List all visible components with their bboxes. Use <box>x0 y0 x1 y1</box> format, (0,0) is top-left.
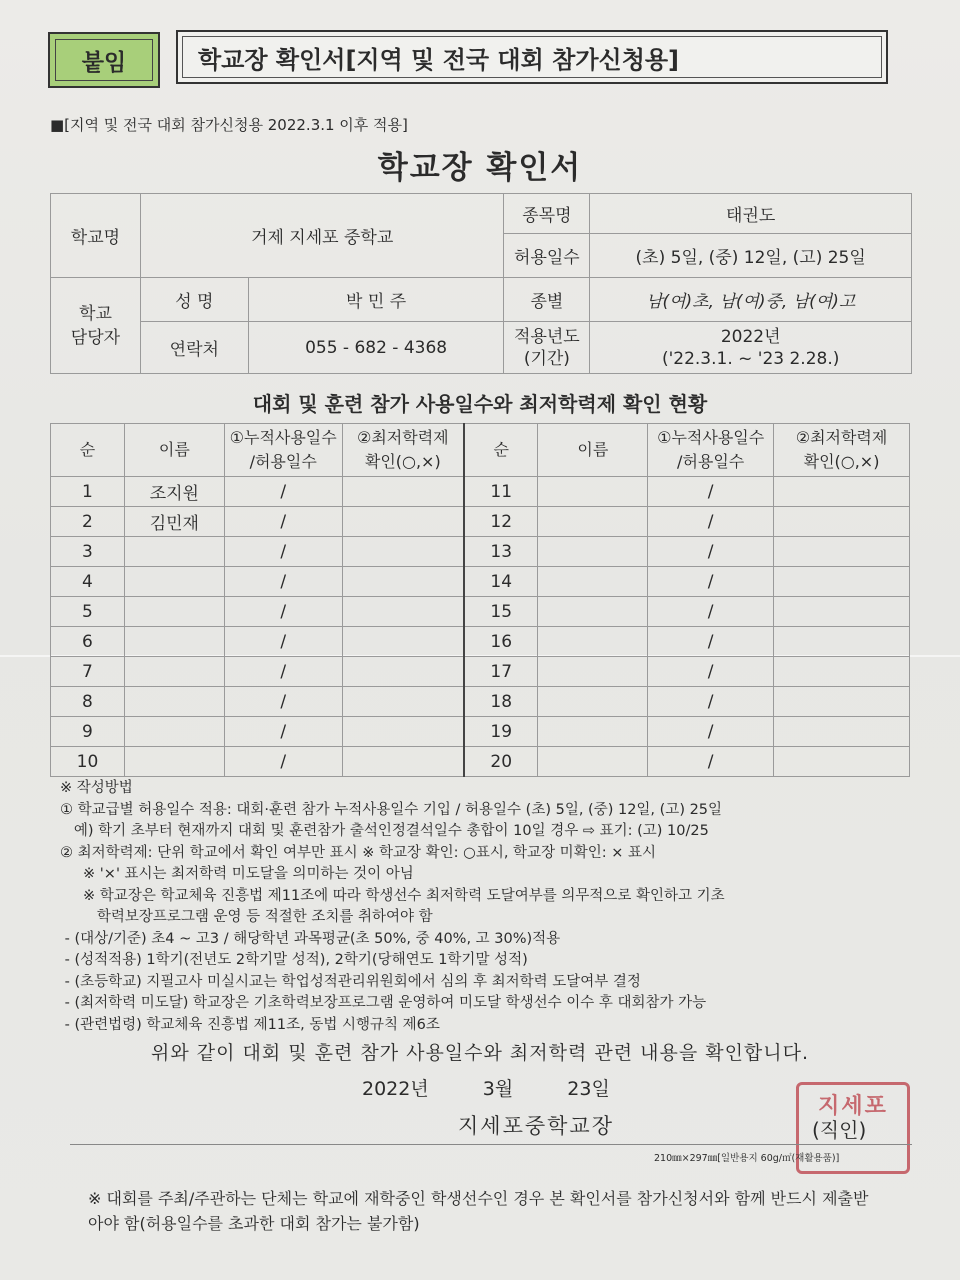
roster-cell-check <box>774 747 910 777</box>
roster-cell-no: 13 <box>464 537 538 567</box>
roster-cell-check <box>774 477 910 507</box>
event-label: 종목명 <box>504 194 590 234</box>
roster-cell-no: 1 <box>51 477 125 507</box>
roster-cell-check <box>342 717 464 747</box>
roster-cell-days: / <box>224 567 342 597</box>
roster-cell-check <box>774 567 910 597</box>
attachment-badge <box>48 32 160 88</box>
footer-note: ※ 대회를 주최/주관하는 단체는 학교에 재학중인 학생선수인 경우 본 확인서를 참가신청서와 함께 반드시 제출받아야 함(허용일수를 초과한 대회 참가는 불가함) <box>88 1189 869 1233</box>
roster-cell-no: 5 <box>51 597 125 627</box>
roster-cell-name <box>124 537 224 567</box>
name-label: 성 명 <box>140 278 248 322</box>
roster-cell-no: 12 <box>464 507 538 537</box>
header-days: ①누적사용일수 /허용일수 <box>224 424 342 477</box>
roster-cell-name <box>538 747 648 777</box>
roster-cell-check <box>342 537 464 567</box>
contact-label: 연락처 <box>140 322 248 374</box>
table-row <box>51 567 910 597</box>
roster-cell-name <box>538 657 648 687</box>
table-row <box>51 477 910 507</box>
roster-cell-name <box>538 537 648 567</box>
roster-cell-check <box>342 657 464 687</box>
roster-cell-no: 11 <box>464 477 538 507</box>
table-row <box>51 717 910 747</box>
note-line: ② 최저학력제: 단위 학교에서 확인 여부만 표시 ※ 학교장 확인: ○표시, 학교장 미확인: × 표시 <box>60 844 656 861</box>
roster-cell-days: / <box>648 597 774 627</box>
roster-cell-name <box>538 507 648 537</box>
roster-cell-days: / <box>224 657 342 687</box>
roster-cell-no: 17 <box>464 657 538 687</box>
roster-cell-days: / <box>648 627 774 657</box>
manager-label: 학교 담당자 <box>51 278 141 374</box>
roster-cell-days: / <box>648 537 774 567</box>
school-value: 거제 지세포 중학교 <box>140 194 504 278</box>
roster-cell-check <box>342 477 464 507</box>
roster-cell-name <box>538 627 648 657</box>
roster-cell-no: 10 <box>51 747 125 777</box>
table-row <box>51 537 910 567</box>
year-cell <box>590 322 912 374</box>
roster-cell-no: 16 <box>464 627 538 657</box>
allowed-days-value: (초) 5일, (중) 12일, (고) 25일 <box>590 234 912 278</box>
roster-cell-name <box>124 657 224 687</box>
seal-word: (직인) <box>812 1118 867 1142</box>
official-seal-stamp: 지세포 <box>796 1082 910 1174</box>
roster-cell-days: / <box>648 477 774 507</box>
header-no: 순 <box>464 424 538 477</box>
roster-cell-check <box>342 747 464 777</box>
roster-cell-days: / <box>648 567 774 597</box>
roster-cell-name <box>538 597 648 627</box>
roster-cell-no: 20 <box>464 747 538 777</box>
notice-line: ■[지역 및 전국 대회 참가신청용 2022.3.1 이후 적용] <box>50 116 408 134</box>
roster-cell-check <box>342 687 464 717</box>
roster-cell-name <box>538 687 648 717</box>
note-line: - (성적적용) 1학기(전년도 2학기말 성적), 2학기(당해연도 1학기말 성적) <box>60 952 528 968</box>
date-month: 3월 <box>482 1078 514 1100</box>
allowed-days-label: 허용일수 <box>504 234 590 278</box>
note-line: - (초등학교) 지필고사 미실시교는 학업성적관리위원회에서 심의 후 최저학력 도달여부 결정 <box>60 973 641 990</box>
table-row <box>51 687 910 717</box>
roster-cell-days: / <box>224 477 342 507</box>
note-line: 예) 학기 초부터 현재까지 대회 및 훈련참가 출석인정결석일수 총합이 10일 경우 ⇨ 표기: (고) 10/25 <box>60 823 709 839</box>
header-name: 이름 <box>124 424 224 477</box>
date-year: 2022년 <box>362 1078 429 1100</box>
header-check: ②최저학력제 확인(○,×) <box>774 424 910 477</box>
roster-cell-check <box>774 627 910 657</box>
category-value: 남(여)초, 남(여)중, 남(여)고 <box>590 278 912 322</box>
header-check: ②최저학력제 확인(○,×) <box>342 424 464 477</box>
roster-cell-days: / <box>224 747 342 777</box>
roster-cell-name <box>538 717 648 747</box>
header-days: ①누적사용일수 /허용일수 <box>648 424 774 477</box>
roster-cell-check <box>774 717 910 747</box>
roster-cell-days: / <box>224 627 342 657</box>
page-title: 학교장 확인서 <box>377 150 583 186</box>
school-label: 학교명 <box>51 194 141 278</box>
roster-cell-days: / <box>224 687 342 717</box>
roster-cell-days: / <box>224 537 342 567</box>
table-row <box>51 657 910 687</box>
note-line: - (관련법령) 학교체육 진흥법 제11조, 동법 시행규칙 제6조 <box>60 1016 440 1033</box>
roster-cell-check <box>342 507 464 537</box>
roster-cell-name: 조지원 <box>124 477 224 507</box>
roster-cell-no: 8 <box>51 687 125 717</box>
note-line: ※ '×' 표시는 최저학력 미도달을 의미하는 것이 아님 <box>60 866 414 882</box>
roster-cell-no: 2 <box>51 507 125 537</box>
roster-cell-days: / <box>648 747 774 777</box>
divider <box>70 1144 912 1145</box>
roster-cell-days: / <box>648 507 774 537</box>
writing-instructions <box>60 778 920 1036</box>
roster-cell-check <box>774 597 910 627</box>
confirmation-text: 위와 같이 대회 및 훈련 참가 사용일수와 최저학력 관련 내용을 확인합니다. <box>150 1042 810 1064</box>
roster-cell-name <box>124 567 224 597</box>
roster-cell-name <box>124 747 224 777</box>
category-label: 종별 <box>504 278 590 322</box>
principal-title: 지세포중학교장 <box>458 1114 615 1138</box>
header-name: 이름 <box>538 424 648 477</box>
roster-cell-check <box>342 627 464 657</box>
table-row <box>51 597 910 627</box>
roster-cell-no: 18 <box>464 687 538 717</box>
roster-cell-no: 9 <box>51 717 125 747</box>
date-day: 23일 <box>567 1078 610 1100</box>
note-line: 학력보장프로그램 운영 등 적절한 조치를 취하여야 함 <box>60 909 433 925</box>
roster-cell-no: 6 <box>51 627 125 657</box>
roster-title: 대회 및 훈련 참가 사용일수와 최저학력제 확인 현황 <box>252 392 708 416</box>
year-value: 2022년 <box>720 326 781 347</box>
note-line: ① 학교급별 허용일수 적용: 대회·훈련 참가 누적사용일수 기입 / 허용일수 (초) 5일, (중) 12일, (고) 25일 <box>60 801 723 818</box>
table-row <box>51 627 910 657</box>
roster-cell-name <box>124 717 224 747</box>
roster-cell-name <box>124 687 224 717</box>
roster-cell-check <box>342 597 464 627</box>
roster-cell-check <box>774 657 910 687</box>
period-value: ('22.3.1. ~ '23 2.28.) <box>661 348 840 369</box>
roster-cell-check <box>342 567 464 597</box>
roster-cell-no: 19 <box>464 717 538 747</box>
roster-table <box>50 423 910 777</box>
event-value: 태권도 <box>590 194 912 234</box>
roster-cell-check <box>774 537 910 567</box>
roster-cell-days: / <box>648 687 774 717</box>
roster-cell-no: 7 <box>51 657 125 687</box>
roster-cell-days: / <box>224 507 342 537</box>
table-row <box>51 747 910 777</box>
doc-heading-box <box>176 30 888 84</box>
roster-cell-name <box>538 567 648 597</box>
paper-size-note: 210㎜×297㎜[일반용지 60g/㎡(재활용품)] <box>654 1153 840 1164</box>
header-no: 순 <box>51 424 125 477</box>
note-line: ※ 학교장은 학교체육 진흥법 제11조에 따라 학생선수 최저학력 도달여부를 의무적으로 확인하고 기초 <box>60 887 725 904</box>
roster-cell-name <box>124 627 224 657</box>
note-line: - (대상/기준) 초4 ~ 고3 / 해당학년 과목평균(초 50%, 중 40%, 고 30%)적용 <box>60 930 561 947</box>
attachment-label: 붙임 <box>81 49 127 76</box>
issue-date <box>362 1074 610 1101</box>
school-info-table <box>50 193 912 374</box>
roster-cell-days: / <box>224 717 342 747</box>
note-line: ※ 작성방법 <box>60 780 133 796</box>
name-value: 박 민 주 <box>248 278 504 322</box>
doc-heading: 학교장 확인서[지역 및 전국 대회 참가신청용] <box>198 45 680 74</box>
roster-cell-no: 3 <box>51 537 125 567</box>
roster-cell-no: 4 <box>51 567 125 597</box>
roster-cell-name: 김민재 <box>124 507 224 537</box>
roster-cell-check <box>774 687 910 717</box>
roster-cell-name <box>124 597 224 627</box>
roster-cell-days: / <box>224 597 342 627</box>
year-label: 적용년도 (기간) <box>504 322 590 374</box>
contact-value: 055 - 682 - 4368 <box>248 322 504 374</box>
roster-cell-days: / <box>648 717 774 747</box>
roster-cell-check <box>774 507 910 537</box>
roster-cell-name <box>538 477 648 507</box>
roster-cell-no: 14 <box>464 567 538 597</box>
table-row <box>51 507 910 537</box>
note-line: - (최저학력 미도달) 학교장은 기초학력보장프로그램 운영하여 미도달 학생선수 이수 후 대회참가 가능 <box>60 995 707 1011</box>
roster-cell-days: / <box>648 657 774 687</box>
roster-cell-no: 15 <box>464 597 538 627</box>
